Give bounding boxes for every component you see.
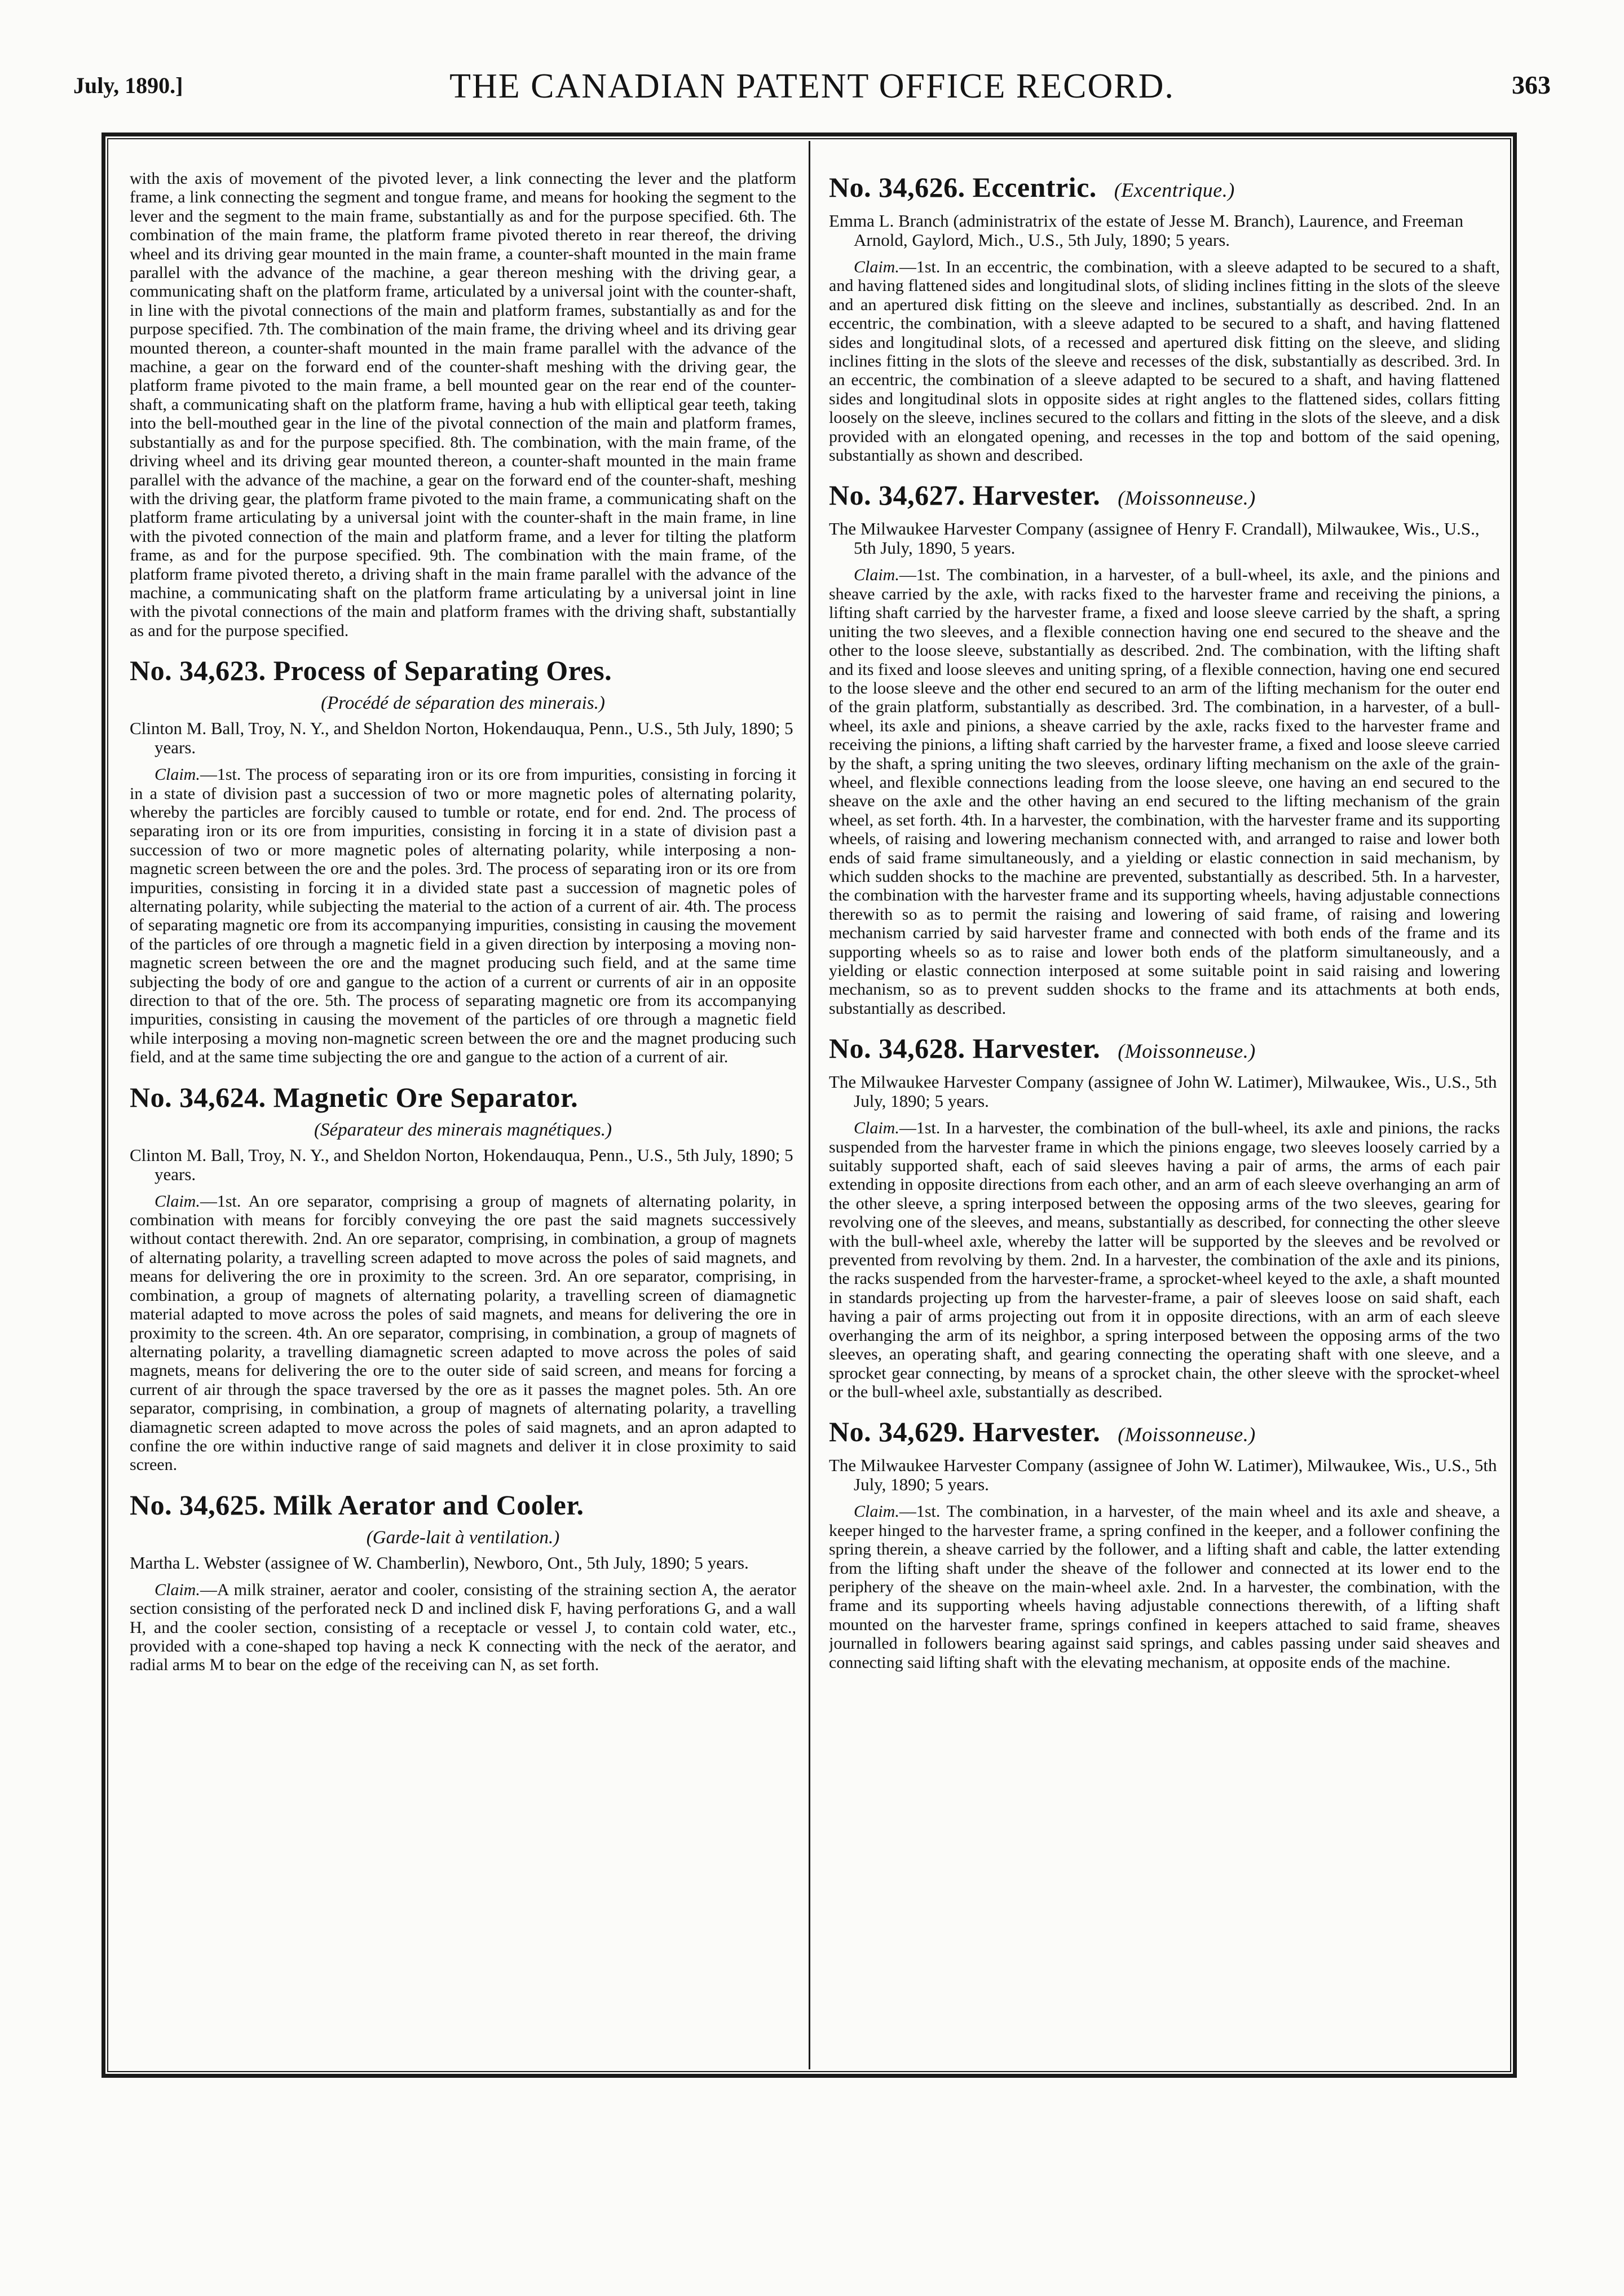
claim-body: —1st. The process of separating iron or its ore from impurities, consisting in forcing it in a state of division past a succession of two or more magnetic poles of alternating polarity, whereby the particles are forcibly caused to tumble or rotate, end for end. 2nd. The process of separating iron or its ore from impurities, consisting in forcing it in a state of division past a succession of two or more magnetic poles of alternating polarity, while interposing a non-magnetic screen between the ore and the poles. 3rd. The process of separating iron or its ore from impurities, consisting in forcing it in a divided state past a succession of magnetic poles of alternating polarity, while subjecting the material to the action of a current of air. 4th. The process of separating magnetic ore from its accompanying impurities, consisting in causing the movement of the particles of ore through a magnetic field in a given direction by interposing a moving non-magnetic screen between the ore and the magnet producing such field, and at the same time subjecting the body of ore and gangue to the action of a current or currents of air in an opposite direction to that of the ore. 5th. The process of separating magnetic ore from its accompanying impurities, consisting in causing the movement of the particles of ore through a magnetic field while interposing a moving non-magnetic screen between the ore and the magnet producing such field, and at the same time subjecting the ore and gangue to the action of a current of air. xyxy=(130,765,796,1067)
patentee: The Milwaukee Harvester Company (assignee of John W. Latimer), Milwaukee, Wis., U.S., 5th July, 1890; 5 years. xyxy=(829,1455,1497,1495)
patent-title: Process of Separating Ores. xyxy=(273,655,612,687)
french-title: (Séparateur des minerais magnétiques.) xyxy=(314,1119,612,1140)
patentee: Emma L. Branch (administratrix of the estate of Jesse M. Branch), Laurence, and Freeman Arnold, Gaylord, Mich., U.S., 5th July, 1890; 5 years. xyxy=(829,211,1464,250)
claim-body: —1st. The combination, in a harvester, of the main wheel and its axle and sheave, a keeper hinged to the harvester frame, a spring confined in the keeper, and a follower confining the spring therein, a sheave carried by the follower, and a lifting shaft and cable, the latter extending from the lifting shaft under the sheave of the follower and connected at its lower end to the periphery of the sheave on the main-wheel axle. 2nd. In a harvester, the combination, with the frame and its supporting wheels having adjustable connections therewith, of a lifting shaft mounted on the harvester frame, springs confined in keepers attached to said frame, sheaves journalled in followers bearing against said springs, and cables passing under said sheaves and connecting said lifting shaft with the elevating mechanism, at opposite ends of the machine. xyxy=(829,1502,1500,1672)
continued-claim-text: with the axis of movement of the pivoted lever, a link connecting the lever and the platform frame, a link connecting the segment and tongue frame, and means for hooking the segment to the lever and the segment to the main frame, substantially as and for the purpose specified. 6th. The combination of the main frame, the platform frame pivoted thereto in rear thereof, the driving wheel and its driving gear mounted in the main frame, a counter-shaft mounted in the main frame parallel with the advance of the machine, a gear thereon meshing with the driving gear, a communicating shaft on the platform frame, articulated by a universal joint with the counter-shaft, in line with the pivotal connections of the main and platform frames, substantially as and for the purpose specified. 7th. The combination of the main frame, the driving wheel and its driving gear mounted thereon, a counter-shaft mounted in the main frame parallel with the advance of the machine, a gear on the forward end of the counter-shaft meshing with the driving gear, the platform frame pivoted to the main frame, a bell mounted gear on the rear end of the counter-shaft, a communicating shaft on the platform frame, having a hub with elliptical gear teeth, taking into the bell-mouthed gear in the line of the pivotal connection of the main and platform frames, substantially as and for the purpose specified. 8th. The combination, with the main frame, of the driving wheel and its driving gear mounted thereon, a counter-shaft mounted in the main frame parallel with the advance of the machine, a gear on the forward end of the counter-shaft, meshing with the driving gear, the platform frame pivoted to the main frame, a communicating shaft on the platform frame articulating by a universal joint with the counter-shaft in the main frame, in line with the pivoted connection of the main and platform frame, and a lever for tilting the platform frame, as and for the purpose specified. 9th. The combination with the main frame, of the platform frame pivoted thereto, a driving shaft in the main frame parallel with the advance of the machine, a communicating shaft on the platform frame articulating by a universal joint in line with the pivotal connections of the main and platform frames with the driving shaft, substantially as and for the purpose specified. xyxy=(130,169,796,640)
patent-title: Eccentric. xyxy=(972,171,1097,203)
left-column xyxy=(130,169,796,2064)
entry-heading xyxy=(829,477,1500,516)
patent-number: No. 34,625. xyxy=(130,1489,266,1521)
patent-number: No. 34,624. xyxy=(130,1081,266,1113)
claim-label: Claim. xyxy=(854,1119,899,1138)
page-header xyxy=(73,67,1551,129)
patent-title: Harvester. xyxy=(972,479,1101,511)
claim-text xyxy=(130,765,796,1067)
patentee: Clinton M. Ball, Troy, N. Y., and Sheldon Norton, Hokendauqua, Penn., U.S., 5th July, 1890; 5 years. xyxy=(130,718,793,758)
french-title: (Moissonneuse.) xyxy=(1118,1040,1256,1063)
claim-body: —1st. An ore separator, comprising a group of magnets of alternating polarity, in combination with means for forcibly conveying the ore past the said magnets successively without contact therewith. 2nd. An ore separator, comprising, in combination, a group of magnets of alternating polarity, a travelling screen adapted to move across the poles of said magnets, and means for delivering the ore in proximity to the screen. 3rd. An ore separator, comprising, in combination, a group of magnets of alternating polarity, a travelling screen of diamagnetic material adapted to move across the poles of said magnets, and means for delivering the ore in proximity to the screen. 4th. An ore separator, comprising, in combination, a group of magnets of alternating polarity, a travelling diamagnetic screen adapted to move across the poles of said magnets, means for delivering the ore to the outer side of said screen, and means for forcing a current of air through the space traversed by the ore as it passes the magnet poles. 5th. An ore separator, comprising, in combination, a group of magnets of alternating polarity, a travelling diamagnetic screen adapted to move across the poles of said magnets, and an apron adapted to confine the ore within inductive range of said magnets and deliver it in close proximity to said screen. xyxy=(130,1191,796,1474)
claim-label: Claim. xyxy=(854,258,899,276)
patentee: Martha L. Webster (assignee of W. Chamberlin), Newboro, Ont., 5th July, 1890; 5 years. xyxy=(130,1552,749,1573)
patent-entry xyxy=(829,477,1500,1018)
french-title: (Moissonneuse.) xyxy=(1118,487,1256,510)
patent-title: Milk Aerator and Cooler. xyxy=(273,1489,584,1521)
patent-title: Harvester. xyxy=(972,1032,1101,1065)
claim-body: —1st. In an eccentric, the combination, with a sleeve adapted to be secured to a shaft, and having flattened sides and longitudinal slots, of sliding inclines fitting in the slots of the sleeve and an apertured disk fitting on the sleeve and inclines, substantially as described. 2nd. In an eccentric, the combination, with a sleeve adapted to be secured to a shaft, and having flattened sides and longitudinal slots, of a recessed and apertured disk fitting on the sleeve, and sliding inclines fitting in the slots of the sleeve and recesses of the disk, substantially as described. 3rd. In an eccentric, the combination of a sleeve adapted to be secured to a shaft, and having flattened sides and longitudinal slots in opposite sides at right angles to the flattened sides, collars fitting loosely on the sleeve, inclines secured to the collars and fitting in the slots of the sleeve, and a disk provided with an elongated opening, and recesses in the top and bottom of the said opening, substantially as shown and described. xyxy=(829,258,1500,465)
patent-title: Harvester. xyxy=(972,1416,1101,1448)
claim-body: —1st. In a harvester, the combination of the bull-wheel, its axle and pinions, the racks suspended from the harvester frame in which the pinions engage, two sleeves loosely carried by a suitably supported shaft, each of said sleeves having a pair of arms, the arms of each pair extending in opposite directions from each other, and an arm of each sleeve overhanging an arm of the other sleeve, a spring interposed between the opposing arms of the two sleeves, gearing for revolving one of the sleeves, and means, substantially as described, for connecting the other sleeve with the bull-wheel axle, whereby the latter will be supported by the sleeves and be revolved or prevented from revolving by them. 2nd. In a harvester, the combination of the axle and its pinions, the racks suspended from the harvester-frame, a sprocket-wheel keyed to the axle, a shaft mounted in standards projecting up from the harvester-frame, a pair of sleeves loose on said shaft, each having a pair of arms projecting out from it in opposite directions, with an arm of each sleeve overhanging the arm of its neighbor, a spring interposed between the opposing arms of the two sleeves, an operating shaft, and gearing connecting the operating shaft with one sleeve, and a sprocket gear connecting, by means of a sprocket chain, the other sleeve with the sprocket-wheel or the bull-wheel axle, substantially as described. xyxy=(829,1119,1500,1401)
french-title: (Procédé de séparation des minerais.) xyxy=(321,693,605,714)
claim-label: Claim. xyxy=(155,1191,200,1211)
entry-heading xyxy=(829,169,1500,208)
french-title: (Moissonneuse.) xyxy=(1118,1423,1256,1446)
column-divider xyxy=(809,141,810,2069)
patentee: Clinton M. Ball, Troy, N. Y., and Sheldon Norton, Hokendauqua, Penn., U.S., 5th July, 1890; 5 years. xyxy=(130,1145,793,1184)
patent-number: No. 34,623. xyxy=(130,655,266,687)
claim-text xyxy=(829,566,1500,1018)
patent-entry xyxy=(829,1030,1500,1401)
right-column xyxy=(829,169,1500,2064)
patent-entry xyxy=(829,169,1500,465)
patentee: The Milwaukee Harvester Company (assignee of John W. Latimer), Milwaukee, Wis., U.S., 5th July, 1890; 5 years. xyxy=(829,1072,1497,1111)
claim-label: Claim. xyxy=(155,765,200,784)
claim-text xyxy=(130,1192,796,1474)
patent-entry xyxy=(130,652,796,1067)
patent-number: No. 34,629. xyxy=(829,1416,965,1448)
claim-text xyxy=(130,1580,796,1675)
entry-heading xyxy=(130,1487,796,1523)
french-title: (Excentrique.) xyxy=(1114,179,1235,201)
claim-text xyxy=(829,1119,1500,1401)
claim-label: Claim. xyxy=(155,1580,200,1599)
issue-date: July, 1890.] xyxy=(73,73,183,98)
patent-title: Magnetic Ore Separator. xyxy=(273,1081,579,1113)
entry-heading xyxy=(829,1414,1500,1452)
entry-heading xyxy=(829,1030,1500,1069)
claim-text xyxy=(829,1502,1500,1672)
claim-label: Claim. xyxy=(854,566,899,585)
publication-title: THE CANADIAN PATENT OFFICE RECORD. xyxy=(449,67,1175,105)
page-number: 363 xyxy=(1512,70,1551,99)
patent-number: No. 34,626. xyxy=(829,171,965,203)
patent-entry xyxy=(130,1487,796,1675)
patent-number: No. 34,627. xyxy=(829,479,965,511)
entry-heading xyxy=(130,1079,796,1115)
claim-label: Claim. xyxy=(854,1502,899,1521)
patent-entry xyxy=(829,1414,1500,1672)
claim-text xyxy=(829,258,1500,465)
claim-body: —1st. The combination, in a harvester, of a bull-wheel, its axle, and the pinions and sheave carried by the axle, with racks fixed to the harvester frame and receiving the pinions, a lifting shaft carried by the harvester frame, a fixed and loose sleeve carried by the shaft, a spring uniting the two sleeves, and a flexible connection having one end secured to the sheave and the other to the loose sleeve, substantially as described. 2nd. The combination, with the lifting shaft and its fixed and loose sleeves and uniting spring, of a flexible connection, having one end secured to the loose sleeve and the other end secured to an arm of the lifting mechanism for the outer end of the grain platform, substantially as described. 3rd. The combination, in a harvester, of a bull-wheel, its axle and pinions, a sheave carried by the axle, racks fixed to the harvester frame and receiving the pinions, a lifting shaft carried by the harvester frame, a fixed and loose sleeve carried by the shaft, a spring uniting the two sleeves, ordinary lifting mechanism on the axle of the grain-wheel, and flexible connections leading from the loose sleeve, one having an end secured to the sheave on the axle and the other having an end secured to the lifting mechanism of the grain wheel, as set forth. 4th. In a harvester, the combination, with the harvester frame and its supporting wheels, of raising and lowering mechanism connected with, and arranged to raise and lower both ends of said frame simultaneously, and a yielding or elastic connection in said mechanism, by which sudden shocks to the machine are prevented, substantially as described. 5th. In a harvester, the combination with the harvester frame and its supporting wheels, having adjustable connections therewith so as to permit the raising and lowering of said frame, of raising and lowering mechanism carried by said harvester frame and connected with both ends of the frame and its supporting wheels so as to raise and lower both ends of the platform simultaneously, and a yielding or elastic connection interposed at some suitable point in said raising and lowering mechanism, so as to prevent sudden shocks to the frame and its attachments at both ends, substantially as described. xyxy=(829,566,1500,1018)
claim-body: —A milk strainer, aerator and cooler, consisting of the straining section A, the aerator section consisting of the perforated neck D and inclined disk F, having perforations G, and a wall H, and the cooler section, consisting of a receptacle or vessel J, to contain cold water, etc., provided with a cone-shaped top having a neck K connecting with the neck of the aerator, and radial arms M to bear on the edge of the receiving can N, as set forth. xyxy=(130,1580,796,1675)
patentee: The Milwaukee Harvester Company (assignee of Henry F. Crandall), Milwaukee, Wis., U.S., 5th July, 1890, 5 years. xyxy=(829,519,1480,558)
french-title: (Garde-lait à ventilation.) xyxy=(366,1527,560,1548)
patent-number: No. 34,628. xyxy=(829,1032,965,1065)
entry-heading xyxy=(130,652,796,688)
patent-entry xyxy=(130,1079,796,1474)
